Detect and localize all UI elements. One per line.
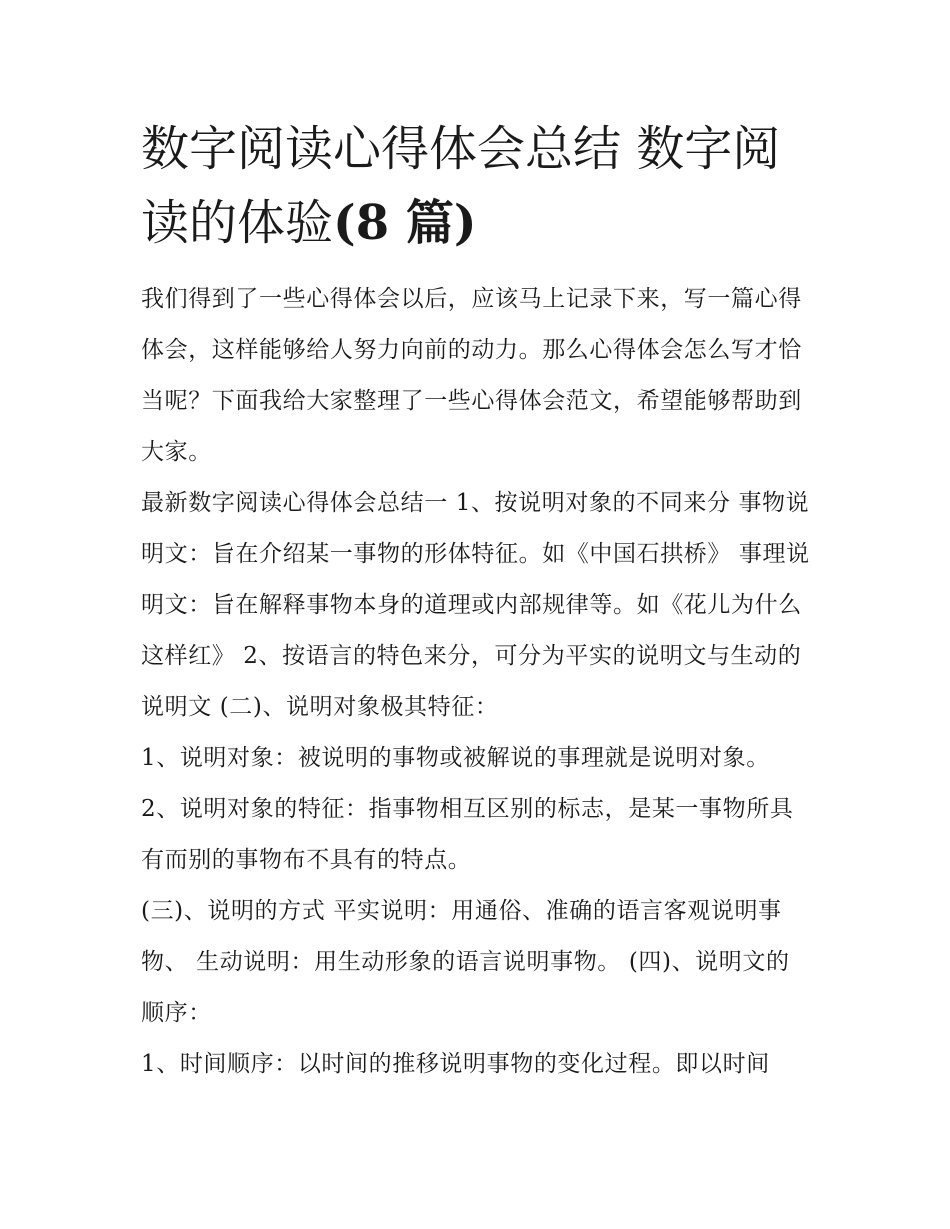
document-title [141,112,811,260]
section-three-paragraph: (三)、说明的方式 平实说明：用通俗、准确的语言客观说明事物、 生动说明：用生动形象的语言说明事物。 (四)、说明文的顺序： [141,898,790,1026]
document-body [141,112,811,1090]
title-main-text: 数字阅读心得体会总结 数字阅读的体验 [141,121,781,251]
point-one-paragraph: 1、说明对象：被说明的事物或被解说的事理就是说明对象。 [141,745,770,771]
title-count-text: (8 篇) [333,195,477,251]
intro-paragraph: 我们得到了一些心得体会以后，应该马上记录下来，写一篇心得体会，这样能够给人努力向前的动力。那么心得体会怎么写才恰当呢？下面我给大家整理了一些心得体会范文，希望能够帮助到大家。 [141,286,802,465]
point-two-paragraph: 2、说明对象的特征：指事物相互区别的标志，是某一事物所具有而别的事物布不具有的特点。 [141,796,794,873]
time-order-paragraph: 1、时间顺序：以时间的推移说明事物的变化过程。即以时间 [141,1051,770,1077]
section-one-paragraph: 最新数字阅读心得体会总结一 1、按说明对象的不同来分 事物说明文：旨在介绍某一事物的形体特征。如《中国石拱桥》 事理说明文：旨在解释事物本身的道理或内部规律等。如《花儿为什么这样红》 2、按语言的特色来分，可分为平实的说明文与生动的说明文 (二)、说明对象极其特征： [141,490,810,720]
